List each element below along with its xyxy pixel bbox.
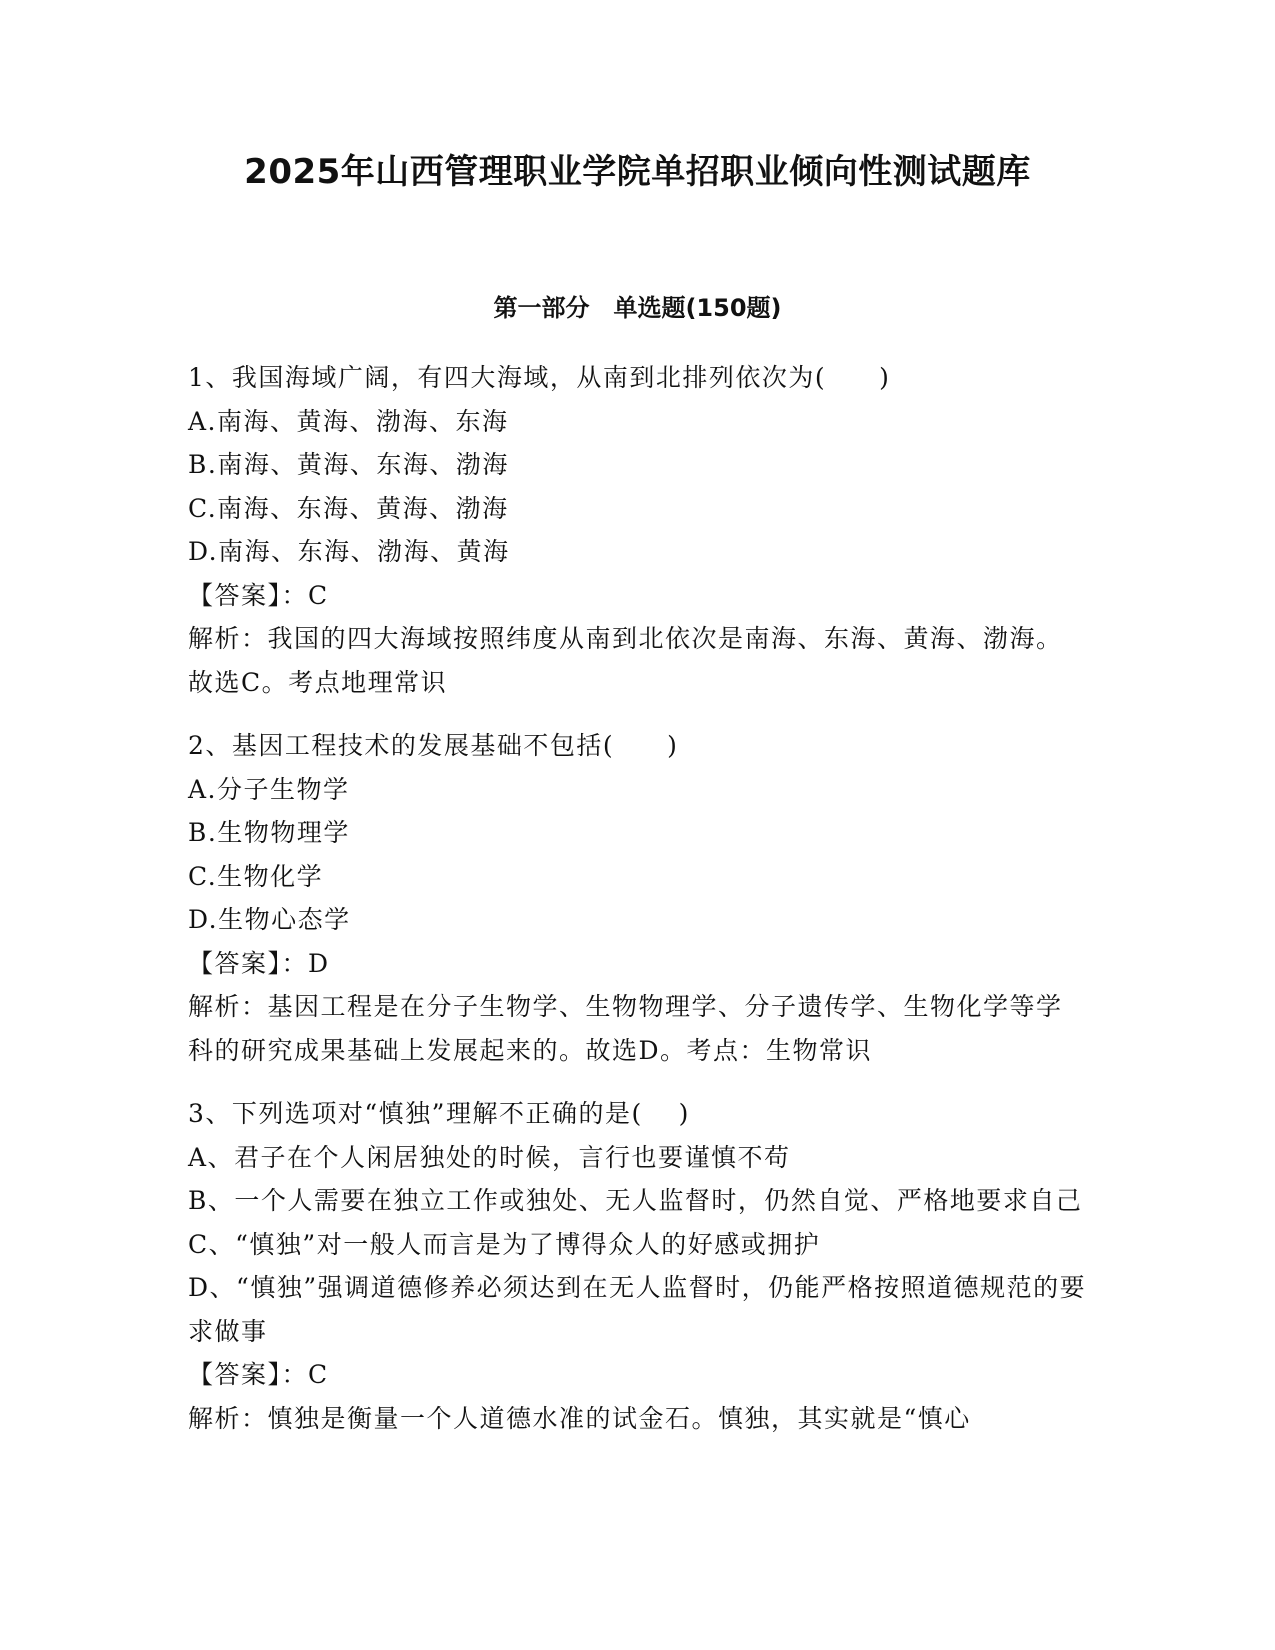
option-b: B.南海、黄海、东海、渤海 bbox=[188, 450, 509, 479]
answer-line: 【答案】：D bbox=[188, 948, 330, 978]
option-c: C.生物化学 bbox=[188, 861, 324, 891]
question-stem: 2、基因工程技术的发展基础不包括( ) bbox=[188, 731, 679, 760]
question-3 bbox=[188, 1092, 1088, 1440]
document-title: 2025年山西管理职业学院单招职业倾向性测试题库 bbox=[244, 152, 1031, 192]
option-d: D.生物心态学 bbox=[188, 905, 351, 934]
option-c: C.南海、东海、黄海、渤海 bbox=[188, 493, 509, 523]
analysis-text: 解析：慎独是衡量一个人道德水准的试金石。慎独，其实就是“慎心 bbox=[188, 1403, 971, 1433]
analysis-text: 解析：我国的四大海域按照纬度从南到北依次是南海、东海、黄海、渤海。故选C。考点地理常识 bbox=[188, 624, 1063, 697]
option-a: A.分子生物学 bbox=[188, 774, 350, 804]
option-a: A、君子在个人闲居独处的时候，言行也要谨慎不苟 bbox=[188, 1142, 791, 1172]
option-c: C、“慎独”对一般人而言是为了博得众人的好感或拥护 bbox=[188, 1229, 821, 1259]
question-1 bbox=[188, 356, 1088, 704]
question-stem: 1、我国海域广阔，有四大海域，从南到北排列依次为( ) bbox=[188, 363, 891, 392]
option-d: D、“慎独”强调道德修养必须达到在无人监督时，仍能严格按照道德规范的要求做事 bbox=[188, 1273, 1087, 1346]
question-stem: 3、下列选项对“慎独”理解不正确的是( ) bbox=[188, 1099, 690, 1128]
question-list bbox=[188, 356, 1088, 1460]
question-2 bbox=[188, 724, 1088, 1072]
option-b: B、一个人需要在独立工作或独处、无人监督时，仍然自觉、严格地要求自己 bbox=[188, 1186, 1083, 1215]
option-b: B.生物物理学 bbox=[188, 818, 350, 847]
option-a: A.南海、黄海、渤海、东海 bbox=[188, 406, 509, 436]
section-heading: 第一部分 单选题(150题) bbox=[493, 294, 782, 322]
answer-line: 【答案】：C bbox=[188, 1360, 329, 1389]
analysis-text: 解析：基因工程是在分子生物学、生物物理学、分子遗传学、生物化学等学科的研究成果基础上发展起来的。故选D。考点：生物常识 bbox=[188, 992, 1063, 1065]
answer-line: 【答案】：C bbox=[188, 580, 329, 610]
option-d: D.南海、东海、渤海、黄海 bbox=[188, 537, 510, 566]
